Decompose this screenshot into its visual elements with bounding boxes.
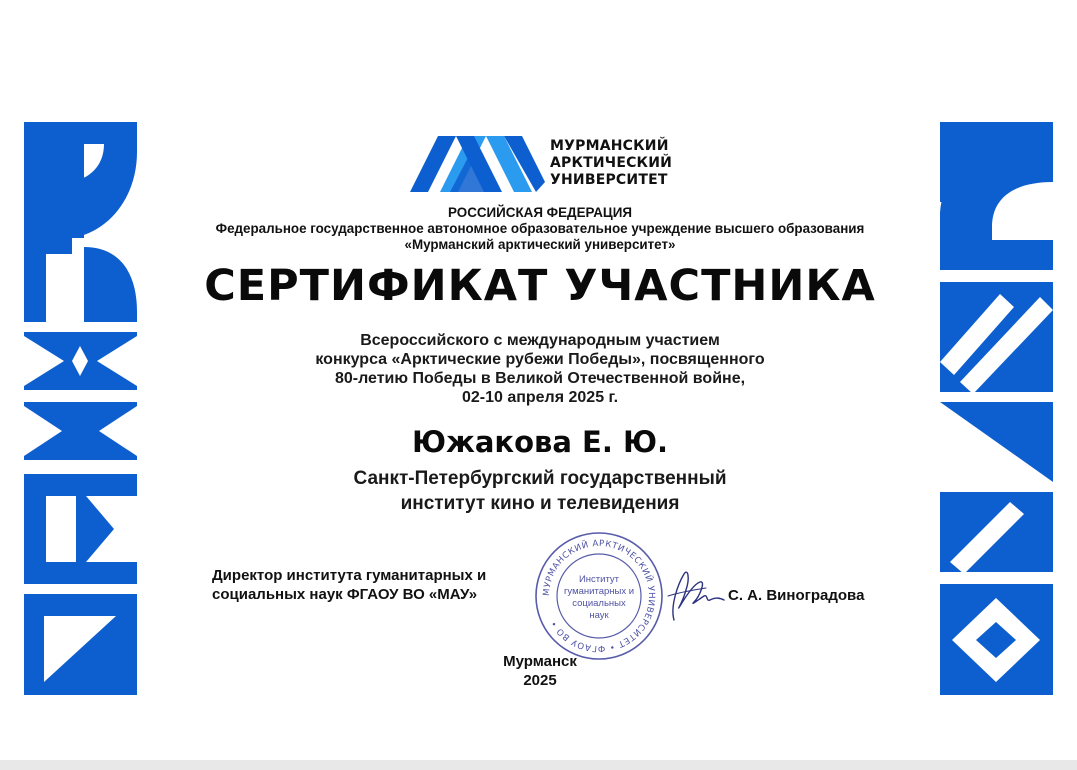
city: Мурманск xyxy=(503,653,577,670)
signatory-title xyxy=(212,566,532,604)
event-line: конкурса «Арктические рубежи Победы», посвященного xyxy=(315,351,765,368)
signatory-title-line: социальных наук ФГАОУ ВО «МАУ» xyxy=(212,586,478,603)
event-line: Всероссийского с международным участием xyxy=(360,332,720,349)
organization-type-line: Федеральное государственное автономное образовательное учреждение высшего образования xyxy=(215,221,865,236)
certificate-title: СЕРТИФИКАТ УЧАСТНИКА xyxy=(204,261,876,311)
seal-center-line: гуманитарных и xyxy=(563,586,635,597)
place-and-year xyxy=(460,652,620,690)
signatory-title-line: Директор института гуманитарных и xyxy=(212,567,487,584)
seal-ring-text: МУРМАНСКИЙ АРКТИЧЕСКИЙ УНИВЕРСИТЕТ • ФГАОУ ВО • xyxy=(541,538,657,654)
deco-wave-shape xyxy=(24,122,137,238)
logo-line: АРКТИЧЕСКИЙ xyxy=(550,155,673,171)
bottom-edge-strip xyxy=(0,760,1077,770)
seal-center-line: наук xyxy=(589,610,609,621)
event-line: 80-летию Победы в Великой Отечественной войне, xyxy=(334,370,746,387)
organization-name-line: «Мурманский арктический университет» xyxy=(404,237,676,252)
handwritten-signature xyxy=(660,566,726,624)
seal-center-line: социальных xyxy=(572,598,626,609)
country-line: РОССИЙСКАЯ ФЕДЕРАЦИЯ xyxy=(448,205,632,220)
event-dates-line: 02-10 апреля 2025 г. xyxy=(461,389,619,406)
decorative-pattern-left xyxy=(24,122,137,695)
university-logo-icon xyxy=(410,136,545,192)
participant-name: Южакова Е. Ю. xyxy=(411,425,669,459)
deco-triangle xyxy=(940,402,1053,482)
decorative-pattern-right xyxy=(940,122,1053,695)
deco-cutout xyxy=(46,496,76,562)
participant-affiliation-line: институт кино и телевидения xyxy=(400,493,680,514)
official-seal-stamp xyxy=(533,530,665,662)
year: 2025 xyxy=(523,672,557,689)
seal-center-line: Институт xyxy=(578,574,620,585)
university-logo-wordmark xyxy=(550,138,710,189)
logo-line: МУРМАНСКИЙ xyxy=(550,138,669,154)
participant-affiliation-line: Санкт-Петербургский государственный xyxy=(353,468,727,489)
deco-block xyxy=(940,240,1053,270)
deco-wave-shape xyxy=(84,247,137,322)
deco-wave-shape xyxy=(24,238,72,322)
signatory-name: С. А. Виноградова xyxy=(728,587,865,604)
logo-line: УНИВЕРСИТЕТ xyxy=(550,172,668,188)
